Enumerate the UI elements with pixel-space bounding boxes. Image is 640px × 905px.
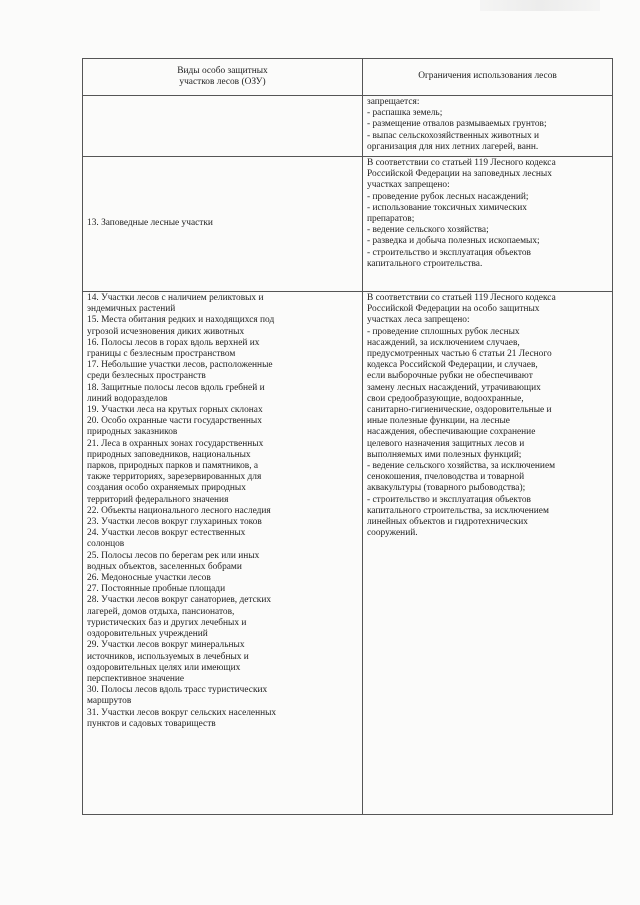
table-row: [83, 292, 613, 815]
text-line: капитального строительства.: [367, 258, 483, 269]
text-line: оздоровительных учреждений: [87, 629, 208, 640]
text-line: пунктов и садовых товариществ: [87, 718, 216, 729]
row2-type-cell: 13. Заповедные лесные участки: [83, 157, 363, 292]
text-line: линейных объектов и гидротехнических: [367, 517, 528, 528]
text-line: природных заказников: [87, 427, 178, 438]
row1-type-cell: [83, 96, 363, 157]
text-line: 31. Участки лесов вокруг сельских населенных: [87, 707, 277, 718]
text-line: 28. Участки лесов вокруг санаториев, детских: [87, 595, 272, 606]
text-line: лагерей, домов отдыха, пансионатов,: [87, 606, 235, 617]
text-line: угрозой исчезновения диких животных: [87, 326, 245, 337]
restrictions-table: [82, 58, 613, 815]
text-line: Российской Федерации на заповедных лесных: [367, 169, 552, 180]
text-line: - проведение рубок лесных насаждений;: [367, 191, 529, 202]
text-line: аквакультуры (товарного рыбоводства);: [367, 483, 526, 494]
text-line: 26. Медоносные участки лесов: [87, 573, 211, 584]
text-line: кодекса Российской Федерации, и случаев,: [367, 360, 538, 371]
text-line: 18. Защитные полосы лесов вдоль гребней и: [87, 382, 265, 393]
header-forest-types: Виды особо защитных участков лесов (ОЗУ): [83, 59, 363, 96]
text-line: организация для них летних лагерей, ванн.: [367, 141, 539, 152]
text-line: В соответствии со статьей 119 Лесного кодекса: [367, 158, 556, 168]
text-line: 20. Особо охранные части государственных: [87, 416, 262, 427]
text-line: - ведение сельского хозяйства;: [367, 225, 489, 236]
text-line: парков, природных парков и памятников, а: [87, 461, 259, 472]
text-line: - распашка земель;: [367, 108, 443, 119]
text-line: - ведение сельского хозяйства, за исключением: [367, 461, 556, 472]
text-line: создания особо охраняемых природных: [87, 483, 246, 494]
text-line: линий водоразделов: [87, 393, 168, 404]
text-line: перспективное значение: [87, 673, 185, 684]
text-line: сенокошения, пчеловодства и товарной: [367, 472, 525, 483]
text-line: свои средообразующие, водоохранные,: [367, 393, 524, 404]
text-line: 23. Участки лесов вокруг глухариных токов: [87, 517, 262, 528]
text-line: также территориях, зарезервированных для: [87, 472, 262, 483]
table-row: [83, 96, 613, 157]
text-line: 17. Небольшие участки лесов, расположенные: [87, 360, 273, 371]
text-line: участках леса запрещено:: [367, 315, 470, 326]
text-line: туристических баз и других лечебных и: [87, 617, 247, 628]
text-line: - строительство и эксплуатация объектов: [367, 494, 531, 505]
text-line: 29. Участки лесов вокруг минеральных: [87, 640, 245, 651]
text-line: - использование токсичных химических: [367, 202, 527, 213]
text-line: 24. Участки лесов вокруг естественных: [87, 528, 246, 539]
text-line: 21. Леса в охранных зонах государственных: [87, 438, 264, 449]
text-line: запрещается:: [367, 97, 420, 107]
text-line: природных заповедников, национальных: [87, 449, 251, 460]
text-line: участках запрещено:: [367, 180, 450, 191]
text-line: 30. Полосы лесов вдоль трасс туристических: [87, 685, 268, 696]
table-row: [83, 157, 613, 292]
text-line: предусмотренных частью 6 статьи 21 Лесного: [367, 349, 552, 360]
text-line: - разведка и добыча полезных ископаемых;: [367, 236, 540, 247]
text-line: - проведение сплошных рубок лесных: [367, 326, 520, 337]
text-line: солонцов: [87, 539, 125, 550]
text-line: Российской Федерации на особо защитных: [367, 304, 540, 315]
text-line: сооружений.: [367, 528, 418, 539]
text-line: 19. Участки леса на крутых горных склонах: [87, 405, 263, 416]
text-line: источников, используемых в лечебных и: [87, 651, 249, 662]
text-line: насаждений, за исключением случаев,: [367, 337, 520, 348]
row2-restrictions-cell: [363, 157, 613, 292]
text-line: выполняемых ими полезных функций;: [367, 449, 522, 460]
text-line: маршрутов: [87, 696, 132, 707]
text-line: 27. Постоянные пробные площади: [87, 584, 226, 595]
text-line: 15. Места обитания редких и находящихся под: [87, 315, 275, 326]
text-line: В соответствии со статьей 119 Лесного кодекса: [367, 293, 556, 303]
text-line: - строительство и эксплуатация объектов: [367, 247, 531, 258]
text-line: - выпас сельскохозяйственных животных и: [367, 130, 540, 141]
row1-restrictions-cell: [363, 96, 613, 157]
text-line: санитарно-гигиенические, оздоровительные и: [367, 405, 552, 416]
text-line: - размещение отвалов размываемых грунтов;: [367, 119, 547, 130]
text-line: капитального строительства, за исключением: [367, 505, 549, 516]
text-line: 14. Участки лесов с наличием реликтовых и: [87, 293, 264, 303]
scan-artifact: [480, 0, 600, 11]
text-line: оздоровительных целях или имеющих: [87, 662, 241, 673]
text-line: целевого назначения защитных лесов и: [367, 438, 525, 449]
text-line: иные полезные функции, на лесные: [367, 416, 510, 427]
text-line: 16. Полосы лесов в горах вдоль верхней их: [87, 337, 260, 348]
text-line: 22. Объекты национального лесного наследия: [87, 505, 271, 516]
text-line: границы с безлесным пространством: [87, 349, 236, 360]
text-line: если выборочные рубки не обеспечивают: [367, 371, 533, 382]
text-line: замену лесных насаждений, утрачивающих: [367, 382, 541, 393]
text-line: 25. Полосы лесов по берегам рек или иных: [87, 550, 260, 561]
text-line: среди безлесных пространств: [87, 371, 206, 382]
text-line: водных объектов, заселенных бобрами: [87, 561, 242, 572]
row3-type-cell: [83, 292, 363, 815]
row3-restrictions-cell: [363, 292, 613, 815]
header-restrictions: Ограничения использования лесов: [363, 59, 613, 96]
text-line: эндемичных растений: [87, 304, 176, 315]
text-line: насаждения, обеспечивающие сохранение: [367, 427, 536, 438]
text-line: препаратов;: [367, 214, 415, 225]
text-line: территорий федерального значения: [87, 494, 229, 505]
table-header-row: [83, 59, 613, 96]
